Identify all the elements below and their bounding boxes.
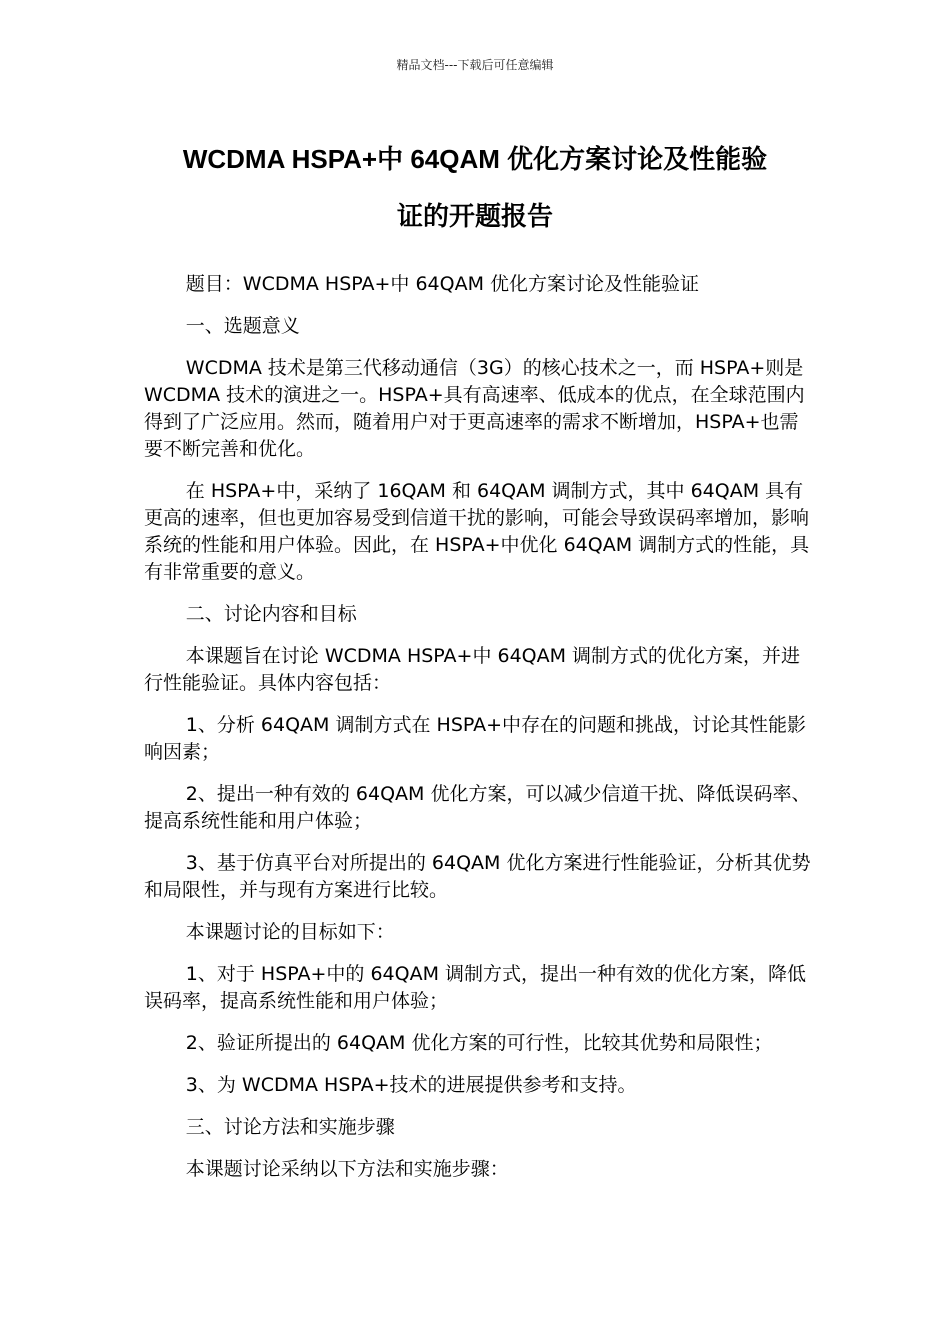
section-heading-significance: 一、选题意义: [185, 315, 300, 337]
list-item: 1、对于 HSPA+中的 64QAM 调制方式，提出一种有效的优化方案，降低误码率，提高系统性能和用户体验；: [144, 963, 807, 1012]
paragraph: 在 HSPA+中，采纳了 16QAM 和 64QAM 调制方式，其中 64QAM 具有更高的速率，但也更加容易受到信道干扰的影响，可能会导致误码率增加，影响系统的性能和用户体验。因此，在 HSPA+中优化 64QAM 调制方式的性能，具有非常重要的意义。: [144, 480, 810, 583]
list-item: 3、为 WCDMA HSPA+技术的进展提供参考和支持。: [185, 1074, 637, 1096]
section-heading-content-goals: 二、讨论内容和目标: [185, 603, 357, 625]
document-body: [144, 271, 812, 1198]
title-line-2: 证的开题报告: [396, 201, 553, 231]
section-heading-methods: 三、讨论方法和实施步骤: [185, 1116, 395, 1138]
topic-line: 题目：WCDMA HSPA+中 64QAM 优化方案讨论及性能验证: [185, 273, 700, 295]
paragraph: WCDMA 技术是第三代移动通信（3G）的核心技术之一，而 HSPA+则是 WCDMA 技术的演进之一。HSPA+具有高速率、低成本的优点，在全球范围内得到了广泛应用。然而，随着用户对于更高速率的需求不断增加，HSPA+也需要不断完善和优化。: [144, 357, 805, 460]
list-item: 1、分析 64QAM 调制方式在 HSPA+中存在的问题和挑战，讨论其性能影响因素；: [144, 714, 807, 763]
page-header: 精品文档---下载后可任意编辑: [396, 58, 554, 72]
document-title: [120, 131, 830, 245]
title-line-1: WCDMA HSPA+中 64QAM 优化方案讨论及性能验: [182, 144, 768, 174]
paragraph: 本课题讨论的目标如下：: [185, 921, 395, 943]
list-item: 3、基于仿真平台对所提出的 64QAM 优化方案进行性能验证，分析其优势和局限性，并与现有方案进行比较。: [144, 852, 811, 901]
paragraph: 本课题讨论采纳以下方法和实施步骤：: [185, 1158, 509, 1180]
list-item: 2、提出一种有效的 64QAM 优化方案，可以减少信道干扰、降低误码率、提高系统性能和用户体验；: [144, 783, 811, 832]
list-item: 2、验证所提出的 64QAM 优化方案的可行性，比较其优势和局限性；: [185, 1032, 773, 1054]
paragraph: 本课题旨在讨论 WCDMA HSPA+中 64QAM 调制方式的优化方案，并进行性能验证。具体内容包括：: [144, 645, 801, 694]
